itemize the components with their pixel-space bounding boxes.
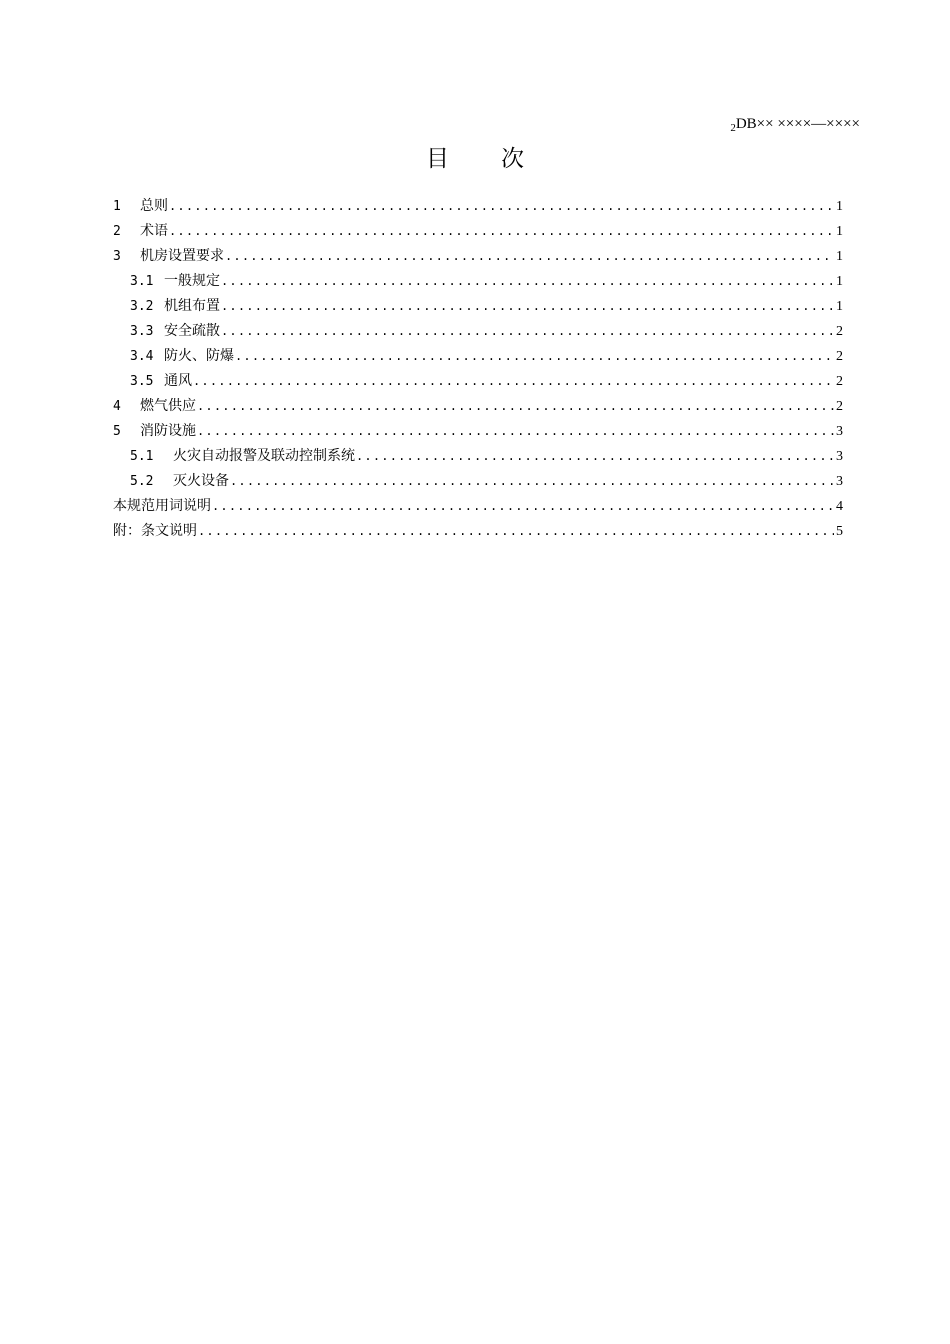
toc-leader-dots <box>221 294 834 319</box>
toc-entry-page: 2 <box>836 324 843 339</box>
toc-entry-number: 5.2 <box>130 474 154 489</box>
toc-entry-page: 5 <box>836 524 843 539</box>
toc-entry-title: 机房设置要求 <box>140 248 224 264</box>
standard-code-subscript: 2 <box>730 122 736 134</box>
toc-entry-machine-room[interactable] <box>113 244 843 269</box>
toc-entry-page: 2 <box>836 349 843 364</box>
toc-entry-title: 防火、防爆 <box>164 348 234 364</box>
toc-entry-page: 3 <box>836 449 843 464</box>
toc-entry-title: 灭火设备 <box>173 473 229 489</box>
toc-leader-dots <box>198 519 834 544</box>
toc-entry-title: 通风 <box>164 373 192 389</box>
toc-entry-gas-supply[interactable] <box>113 394 843 419</box>
toc-entry-title: 安全疏散 <box>164 323 220 339</box>
toc-entry-3-1[interactable] <box>113 269 843 294</box>
toc-entry-page: 1 <box>836 224 843 239</box>
toc-entry-page: 1 <box>836 249 843 264</box>
toc-entry-terminology-explanation[interactable] <box>113 494 843 519</box>
toc-entry-page: 3 <box>836 424 843 439</box>
toc-leader-dots <box>197 394 834 419</box>
toc-leader-dots <box>235 344 834 369</box>
toc-entry-number: 3.5 <box>130 374 154 389</box>
toc-entry-number: 5.1 <box>130 449 154 464</box>
toc-entry-3-5[interactable] <box>113 369 843 394</box>
toc-entry-title: 总则 <box>140 198 168 214</box>
toc-entry-3-3[interactable] <box>113 319 843 344</box>
toc-leader-dots <box>221 319 834 344</box>
toc-entry-3-4[interactable] <box>113 344 843 369</box>
toc-entry-number: 1 <box>113 199 121 214</box>
toc-entry-3-2[interactable] <box>113 294 843 319</box>
toc-entry-number: 5 <box>113 424 121 439</box>
toc-leader-dots <box>169 194 834 219</box>
toc-entry-title: 燃气供应 <box>140 398 196 414</box>
toc-entry-number: 3 <box>113 249 121 264</box>
standard-code <box>730 115 860 137</box>
toc-heading-part2: 次 <box>501 146 524 172</box>
standard-code-text: DB×× ××××—×××× <box>735 116 860 132</box>
toc-heading-part1: 目 <box>426 146 449 172</box>
toc-entry-title: 机组布置 <box>164 298 220 314</box>
toc-entry-page: 4 <box>836 499 843 514</box>
toc-leader-dots <box>221 269 834 294</box>
toc-entry-5-1[interactable] <box>113 444 843 469</box>
toc-entry-page: 3 <box>836 474 843 489</box>
toc-entry-page: 2 <box>836 399 843 414</box>
toc-entry-title: 一般规定 <box>164 273 220 289</box>
toc-leader-dots <box>169 219 834 244</box>
toc-entry-page: 2 <box>836 374 843 389</box>
toc-entry-5-2[interactable] <box>113 469 843 494</box>
toc-entry-title: 附：条文说明 <box>113 523 197 539</box>
toc-entry-number: 2 <box>113 224 121 239</box>
toc-entry-page: 1 <box>836 274 843 289</box>
toc-entry-title: 火灾自动报警及联动控制系统 <box>173 448 355 464</box>
toc-entry-title: 消防设施 <box>140 423 196 439</box>
toc-entry-title: 术语 <box>140 223 168 239</box>
toc-entry-page: 1 <box>836 199 843 214</box>
toc-leader-dots <box>225 244 834 269</box>
toc-entry-number: 3.1 <box>130 274 154 289</box>
toc-entry-fire-facilities[interactable] <box>113 419 843 444</box>
toc-leader-dots <box>197 419 834 444</box>
toc-entry-number: 4 <box>113 399 121 414</box>
toc-leader-dots <box>193 369 834 394</box>
toc-entry-number: 3.2 <box>130 299 154 314</box>
toc-heading <box>0 144 950 174</box>
toc-entry-page: 1 <box>836 299 843 314</box>
toc-entry-number: 3.4 <box>130 349 154 364</box>
toc-leader-dots <box>230 469 834 494</box>
toc-leader-dots <box>212 494 834 519</box>
toc-entry-number: 3.3 <box>130 324 154 339</box>
toc-leader-dots <box>356 444 834 469</box>
toc-entry-general[interactable] <box>113 194 843 219</box>
table-of-contents <box>113 194 843 544</box>
toc-entry-terms[interactable] <box>113 219 843 244</box>
toc-entry-title: 本规范用词说明 <box>113 498 211 514</box>
toc-entry-appendix[interactable] <box>113 519 843 544</box>
